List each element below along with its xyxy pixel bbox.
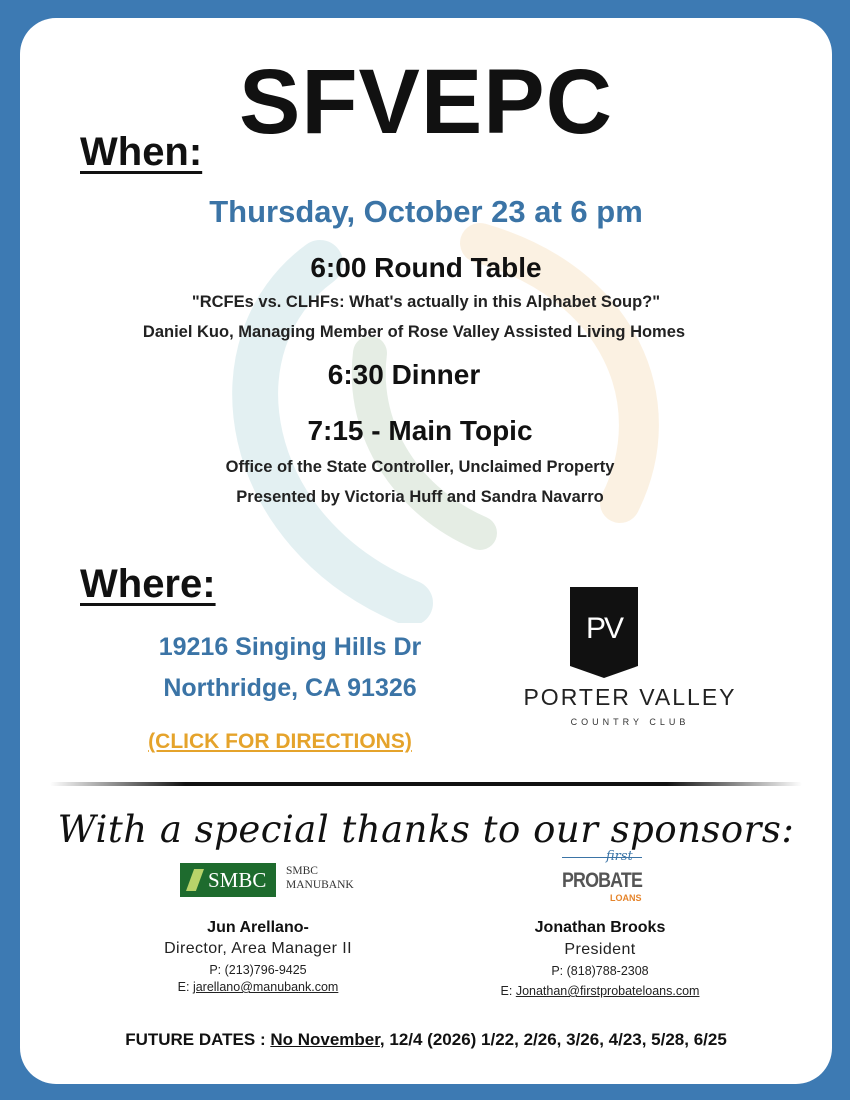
round-table-quote: "RCFEs vs. CLHFs: What's actually in this Alphabet Soup?" [191, 293, 661, 311]
smbc-logo-side-1: SMBC [286, 865, 318, 877]
right-sponsor-phone: P: (818)788-2308 [551, 964, 649, 978]
left-sponsor-phone: P: (213)796-9425 [209, 963, 307, 977]
pv-monogram-text: PV [585, 612, 623, 645]
page-title: SFVEPC [238, 51, 614, 153]
round-table-speaker: Daniel Kuo, Managing Member of Rose Valley Assisted Living Homes [142, 323, 686, 341]
right-sponsor-email-line: E: Jonathan@firstprobateloans.com [500, 984, 700, 998]
smbc-logo-side-2: MANUBANK [286, 879, 354, 891]
venue-tagline: COUNTRY CLUB [570, 717, 690, 727]
round-table-title: 6:00 Round Table [310, 252, 542, 283]
logo-script-first: first [606, 849, 633, 864]
porter-valley-logo [490, 586, 770, 736]
section-divider [50, 782, 802, 786]
left-sponsor-email-line: E: jarellano@manubank.com [177, 980, 339, 994]
first-probate-loans-logo [550, 849, 650, 913]
left-sponsor-email-link[interactable]: jarellano@manubank.com [192, 980, 339, 994]
sponsors-heading: With a special thanks to our sponsors: [57, 808, 795, 851]
smbc-logo [180, 863, 380, 903]
pv-monogram-shield-icon [490, 586, 770, 681]
main-topic-line1: Office of the State Controller, Unclaimed Property [225, 458, 615, 476]
right-sponsor-name: Jonathan Brooks [534, 919, 666, 936]
venue-name: PORTER VALLEY [523, 684, 737, 710]
directions-link[interactable]: (CLICK FOR DIRECTIONS) [148, 730, 412, 753]
address-line2: Northridge, CA 91326 [163, 674, 417, 702]
left-sponsor-role: Director, Area Manager II [164, 940, 352, 957]
right-sponsor-email-link[interactable]: Jonathan@firstprobateloans.com [515, 984, 700, 998]
logo-loans: LOANS [610, 893, 642, 903]
future-dates-highlight: No November [270, 1030, 380, 1049]
flyer-card [20, 18, 832, 1084]
address-line1: 19216 Singing Hills Dr [158, 633, 422, 661]
smbc-leaf-icon [186, 869, 204, 891]
where-heading: Where: [80, 562, 216, 606]
left-sponsor-name: Jun Arellano- [207, 919, 309, 936]
future-dates-list: , 12/4 (2026) 1/22, 2/26, 3/26, 4/23, 5/28, 6/25 [379, 1030, 727, 1049]
main-topic-title: 7:15 - Main Topic [307, 415, 533, 446]
when-heading: When: [80, 130, 203, 174]
main-topic-line2: Presented by Victoria Huff and Sandra Navarro [236, 488, 604, 506]
future-dates-label: FUTURE DATES : [125, 1030, 271, 1049]
smbc-logo-box: SMBC [180, 863, 276, 897]
logo-probate: PROBATE [562, 869, 643, 892]
right-sponsor-role: President [564, 941, 636, 958]
event-date: Thursday, October 23 at 6 pm [209, 194, 643, 229]
future-dates [20, 1030, 832, 1050]
dinner-title: 6:30 Dinner [327, 359, 481, 390]
